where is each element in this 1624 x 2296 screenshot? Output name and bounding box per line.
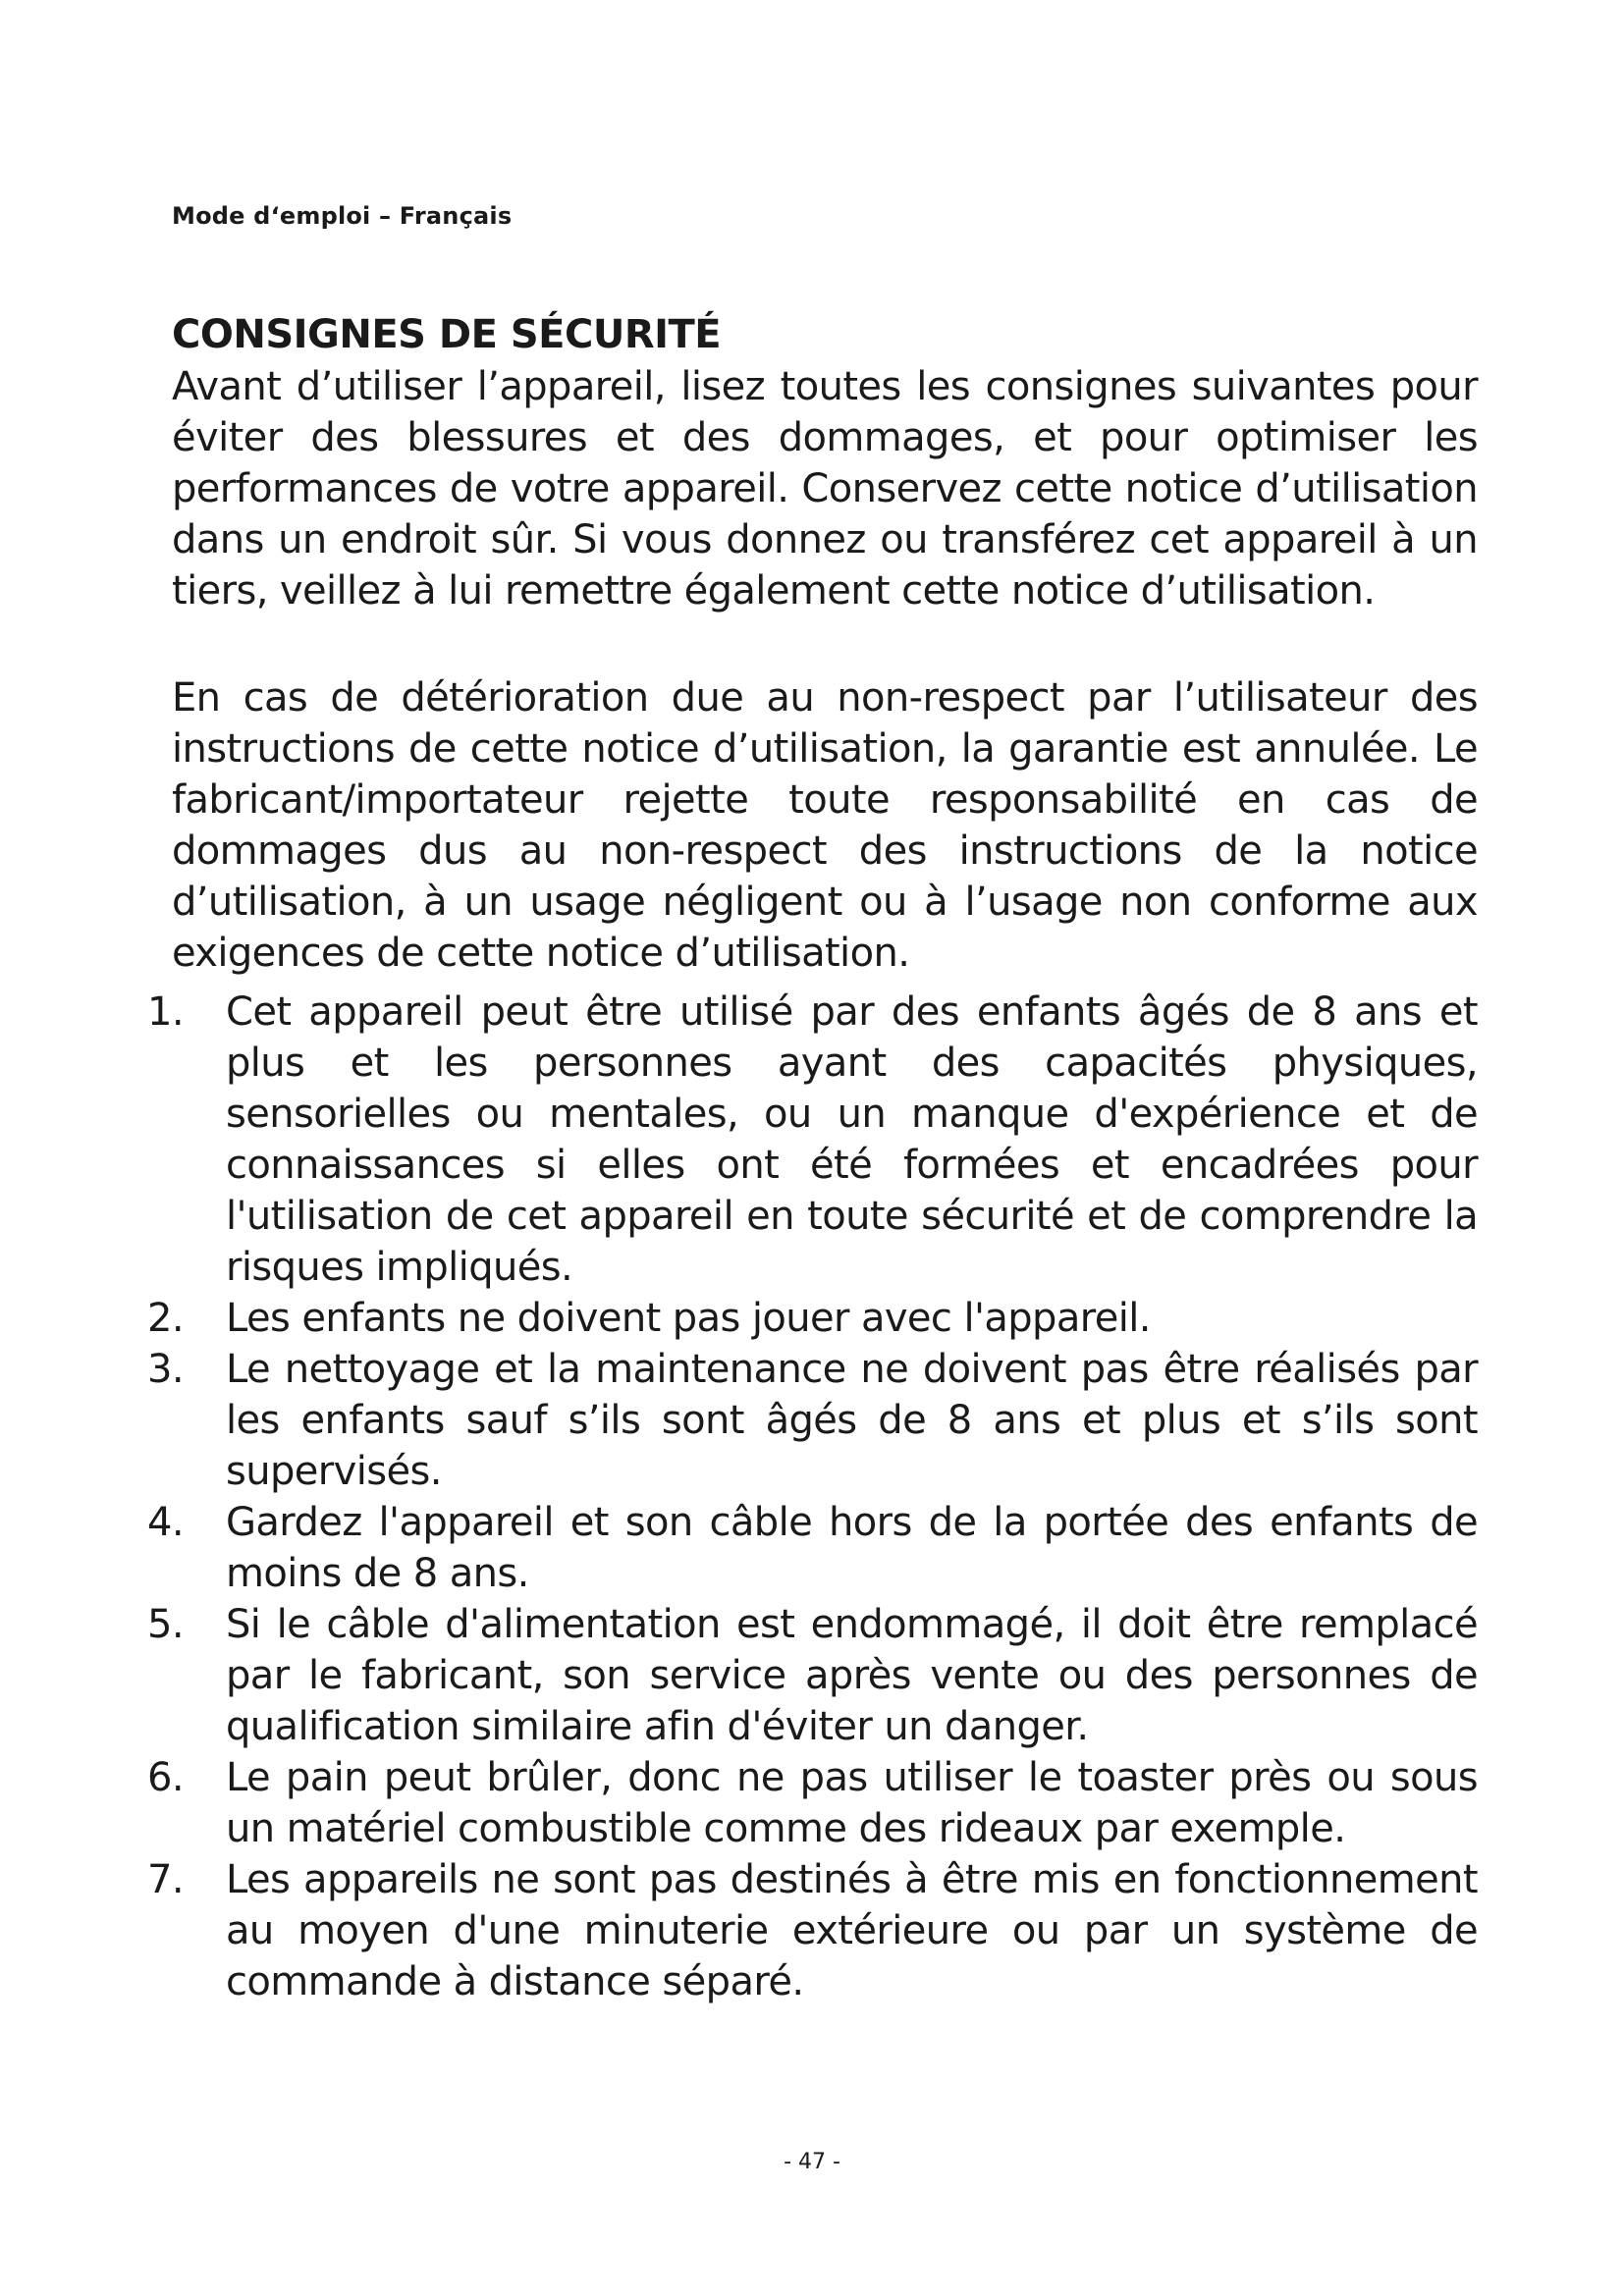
intro-paragraph: En cas de détérioration due au non-respect par l’utilisateur des instructions de cette notice d’utilisation, la garantie est annulée. Le fabricant/importateur rejette toute responsabilité en cas de dommages dus au non-respect des instructions de la notice d’utilisation, à un usage négligent ou à l’usage non conforme aux exigences de cette notice d’utilisation. — [172, 675, 1478, 976]
list-item-number: 1. — [147, 989, 184, 1035]
list-item — [147, 987, 1478, 1293]
list-item — [147, 1344, 1478, 1497]
list-item — [147, 1497, 1478, 1599]
list-item-text: Gardez l'appareil et son câble hors de la portée des enfants de moins de 8 ans. — [226, 1500, 1478, 1596]
list-item — [147, 1752, 1478, 1854]
list-item-number: 5. — [147, 1602, 184, 1647]
page-number: - 47 - — [784, 2150, 840, 2174]
list-item-text: Cet appareil peut être utilisé par des enfants âgés de 8 ans et plus et les personnes ayant des capacités physiques, sensorielles ou mentales, ou un manque d'expérience et de connaissances si elles ont été formées et encadrées pour l'utilisation de cet appareil en toute sécurité et de comprendre la risques impliqués. — [226, 989, 1478, 1290]
intro-paragraph: Avant d’utiliser l’appareil, lisez toutes les consignes suivantes pour éviter des blessures et des dommages, et pour optimiser les performances de votre appareil. Conservez cette notice d’utilisation dans un endroit sûr. Si vous donnez ou transférez cet appareil à un tiers, veillez à lui remettre également cette notice d’utilisation. — [172, 364, 1478, 614]
list-item-number: 2. — [147, 1296, 184, 1341]
list-item-number: 3. — [147, 1347, 184, 1392]
section-title: CONSIGNES DE SÉCURITÉ — [172, 312, 722, 357]
list-item-text: Le pain peut brûler, donc ne pas utiliser le toaster près ou sous un matériel combustible comme des rideaux par exemple. — [226, 1755, 1478, 1851]
list-item-number: 4. — [147, 1500, 184, 1545]
list-item — [147, 1599, 1478, 1752]
list-item-text: Si le câble d'alimentation est endommagé, il doit être remplacé par le fabricant, son service après vente ou des personnes de qualification similaire afin d'éviter un danger. — [226, 1602, 1478, 1749]
list-item — [147, 1293, 1478, 1344]
list-item — [147, 1854, 1478, 2007]
list-item-number: 7. — [147, 1857, 184, 1902]
running-header: Mode d‘emploi – Français — [172, 202, 513, 230]
safety-instructions-list — [147, 987, 1478, 2007]
list-item-text: Les enfants ne doivent pas jouer avec l'appareil. — [226, 1296, 1151, 1341]
list-item-text: Le nettoyage et la maintenance ne doivent pas être réalisés par les enfants sauf s’ils sont âgés de 8 ans et plus et s’ils sont supervisés. — [226, 1347, 1478, 1494]
list-item-text: Les appareils ne sont pas destinés à être mis en fonctionnement au moyen d'une minuterie extérieure ou par un système de commande à distance séparé. — [226, 1857, 1478, 2004]
list-item-number: 6. — [147, 1755, 184, 1800]
